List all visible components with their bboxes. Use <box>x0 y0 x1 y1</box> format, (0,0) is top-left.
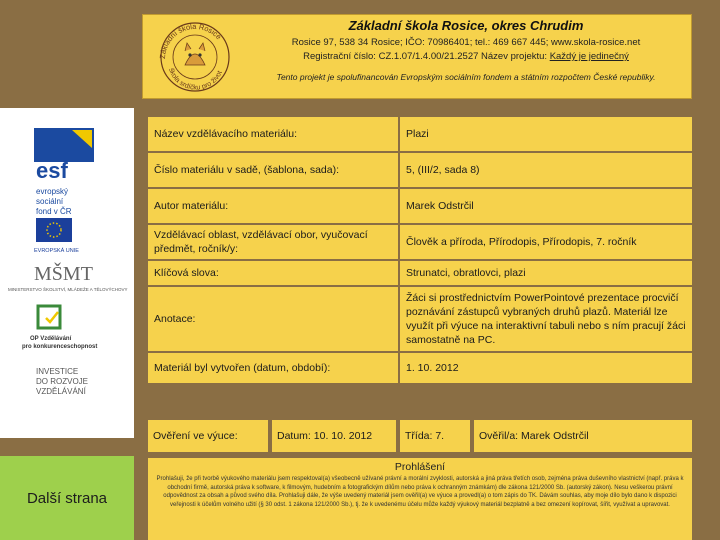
registration-prefix: Registrační číslo: CZ.1.07/1.4.00/21.2527 Název projektu: <box>303 51 550 62</box>
op-caption-1: OP Vzdělávání <box>30 336 72 342</box>
verification-bar <box>148 420 692 452</box>
declaration-title: Prohlášení <box>394 461 446 473</box>
row-label: Klíčová slova: <box>148 261 398 285</box>
declaration-panel <box>148 458 692 540</box>
funding-note: Tento projekt je spolufinancován Evropským sociálním fondem a státním rozpočtem České republiky. <box>276 72 656 82</box>
table-row <box>148 153 692 187</box>
svg-text:škola srdíčku pro život: škola srdíčku pro život <box>167 67 224 92</box>
registration-line <box>241 51 691 62</box>
row-value: Plazi <box>400 117 692 151</box>
declaration-text: Prohlašuji, že při tvorbě výukového materiálu jsem respektoval(a) všeobecně užívané právní a morální zvyklosti, autorská a jiná práva třetích osob, zejména práva duševního vlastnictví (např. práva k obchodní firmě, autorská práva k software, k filmovým, hudebním a fotografickým dílům nebo práva k ochranným známkám) dle zákona 121/2000 Sb. (autorský zákon). Nesu veškerou právní odpovědnost za obsah a původ svého díla. Prohlašuji dále, že výše uvedený materiál jsem ověřil(a) ve výuce a provedl(a) o tom zápis do TK. Dávám souhlas, aby moje dílo bylo dano k dispozici veřejnosti k účelům volného užití (§ 30 odst. 1 zákona 121/2000 Sb.), tj. že k uvedenému účelu může každý výukový materiál bezplatně a bez omezení kopírovat, šířit, využívat a upravovat. <box>156 476 684 509</box>
svg-text:Základní škola Rosice: Základní škola Rosice <box>157 21 224 60</box>
row-label: Vzdělávací oblast, vzdělávací obor, vyučovací předmět, ročník/y: <box>148 225 398 259</box>
investice-logo-icon <box>36 367 88 396</box>
table-row <box>148 287 692 351</box>
op-caption-2: pro konkurenceschopnost <box>22 344 98 350</box>
eu-flag-icon <box>34 218 79 254</box>
msmt-logo-icon <box>8 261 127 292</box>
op-logo-icon <box>22 306 97 350</box>
verification-class: Třída: 7. <box>400 420 470 452</box>
table-row <box>148 117 692 151</box>
invest-line-2: DO ROZVOJE <box>36 377 89 386</box>
esf-line-2: sociální <box>36 197 64 206</box>
invest-line-3: VZDĚLÁVÁNÍ <box>36 387 86 396</box>
row-label: Anotace: <box>148 287 398 351</box>
next-page-button[interactable] <box>0 456 134 540</box>
next-page-label: Další strana <box>26 489 108 507</box>
verification-date: Datum: 10. 10. 2012 <box>272 420 396 452</box>
partner-logos-panel <box>0 108 134 438</box>
row-value: Člověk a příroda, Přírodopis, Přírodopis, 7. ročník <box>400 225 692 259</box>
esf-line-3: fond v ČR <box>36 207 72 216</box>
row-value: 5, (III/2, sada 8) <box>400 153 692 187</box>
msmt-caption: MINISTERSTVO ŠKOLSTVÍ, MLÁDEŽE A TĚLOVÝCHOVY <box>8 287 128 292</box>
row-value: Žáci si prostřednictvím PowerPointové prezentace procvičí poznávání zástupců vybraných druhů plazů. Materiál lze využít při výuce na interaktivní tabuli nebo s ním pracují žáci samostatně na PC. <box>400 287 692 351</box>
school-address: Rosice 97, 538 34 Rosice; IČO: 70986401; tel.: 469 667 445; www.skola-rosice.net <box>291 37 641 48</box>
row-label: Číslo materiálu v sadě, (šablona, sada): <box>148 153 398 187</box>
esf-line-1: evropský <box>36 187 69 196</box>
row-value: Strunatci, obratlovci, plazi <box>400 261 692 285</box>
table-row <box>148 225 692 259</box>
row-label: Materiál byl vytvořen (datum, období): <box>148 353 398 383</box>
row-label: Autor materiálu: <box>148 189 398 223</box>
table-row <box>148 353 692 383</box>
esf-logo-text: esf <box>36 158 68 183</box>
school-title: Základní škola Rosice, okres Chrudim <box>348 18 584 33</box>
eu-caption: EVROPSKÁ UNIE <box>34 248 79 254</box>
esf-logo-icon <box>34 128 94 216</box>
project-name-link[interactable]: Každý je jedinečný <box>549 51 629 62</box>
row-value: 1. 10. 2012 <box>400 353 692 383</box>
verification-author: Ověřil/a: Marek Odstrčil <box>474 420 692 452</box>
row-label: Název vzdělávacího materiálu: <box>148 117 398 151</box>
partner-logos <box>0 108 134 438</box>
school-logo-icon <box>149 19 241 95</box>
header-panel <box>142 14 692 99</box>
verification-label: Ověření ve výuce: <box>148 420 268 452</box>
invest-line-1: INVESTICE <box>36 367 79 376</box>
table-row <box>148 189 692 223</box>
msmt-logo-text: MŠMT <box>34 263 93 285</box>
row-value: Marek Odstrčil <box>400 189 692 223</box>
table-row <box>148 261 692 285</box>
